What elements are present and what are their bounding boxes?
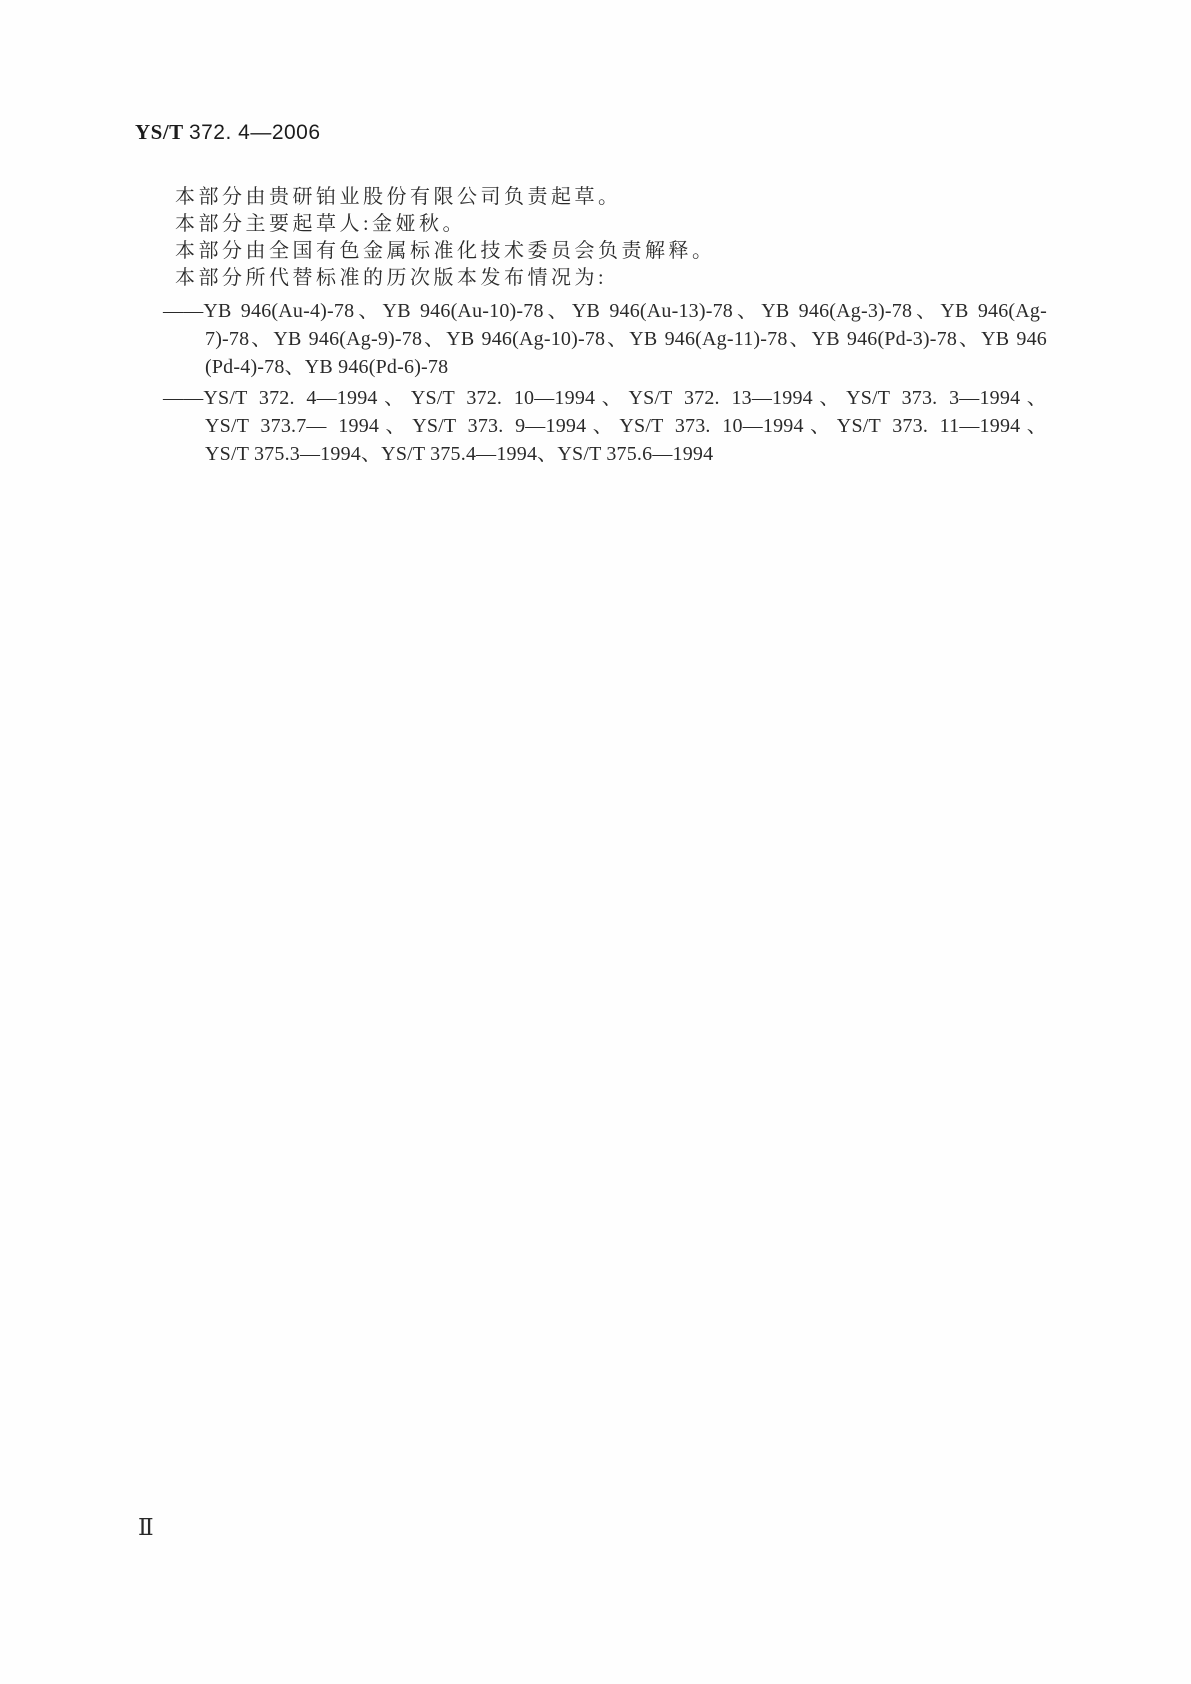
list-item-line: YS/T 373.7— 1994、YS/T 373. 9—1994、YS/T 373. 10—1994、YS/T 373. 11—1994、 [205,415,1047,437]
paragraph-history-intro: 本部分所代替标准的历次版本发布情况为: [175,267,608,289]
standard-code-number: 372. 4—2006 [188,121,321,144]
replaced-standards-item-yb946 [135,297,1047,381]
list-item-line: 7)-78、YB 946(Ag-9)-78、YB 946(Ag-10)-78、YB 946(Ag-11)-78、YB 946(Pd-3)-78、YB 946 [205,328,1048,350]
standard-code-prefix: YS/T [135,120,184,144]
paragraph-interpretation: 本部分由全国有色金属标准化技术委员会负责解释。 [175,240,716,262]
list-item-line: (Pd-4)-78、YB 946(Pd-6)-78 [205,356,449,378]
replaced-standards-item-yst [135,384,1047,468]
list-item-line: YS/T 375.3—1994、YS/T 375.4—1994、YS/T 375.6—1994 [205,443,714,465]
page-number: Ⅱ [138,1515,154,1540]
paragraph-drafting-org: 本部分由贵研铂业股份有限公司负责起草。 [175,186,622,208]
replaced-standards-list [135,297,1047,468]
list-item-line: ——YB 946(Au-4)-78、YB 946(Au-10)-78、YB 946(Au-13)-78、YB 946(Ag-3)-78、YB 946(Ag- [163,300,1047,322]
standard-code-header [135,121,1047,144]
paragraph-drafter: 本部分主要起草人:金娅秋。 [175,213,467,235]
page-content [0,0,1191,468]
list-item-line: ——YS/T 372. 4—1994、YS/T 372. 10—1994、YS/T 372. 13—1994、YS/T 373. 3—1994、 [163,387,1047,409]
